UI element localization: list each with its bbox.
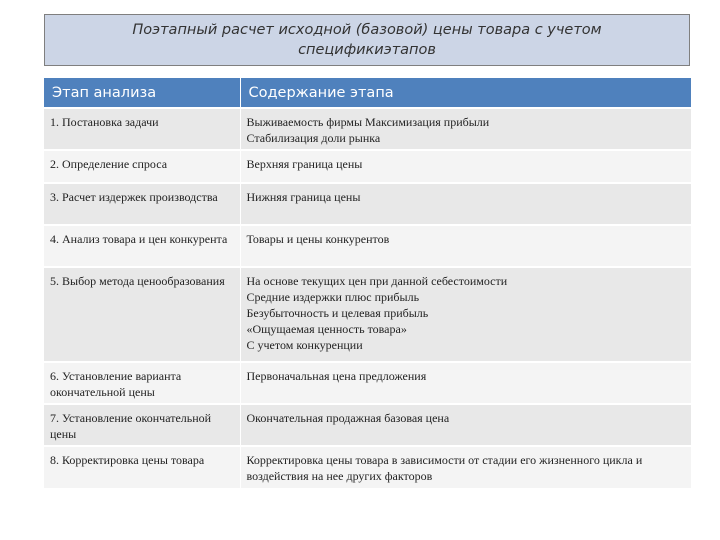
stage-cell: 6. Установление варианта окончательной цены	[44, 362, 240, 404]
content-cell	[240, 267, 691, 362]
content-line: На основе текущих цен при данной себестоимости	[246, 274, 508, 288]
content-line: Товары и цены конкурентов	[246, 232, 390, 246]
stage-cell: 1. Постановка задачи	[44, 108, 240, 150]
content-cell	[240, 150, 691, 183]
stage-cell: 8. Корректировка цены товара	[44, 446, 240, 488]
content-line: Стабилизация доли рынка	[246, 131, 381, 145]
content-line: Первоначальная цена предложения	[246, 369, 427, 383]
content-cell	[240, 108, 691, 150]
table-row	[44, 362, 691, 404]
content-cell	[240, 404, 691, 446]
stage-cell: 7. Установление окончательной цены	[44, 404, 240, 446]
stage-cell: 5. Выбор метода ценообразования	[44, 267, 240, 362]
table-row	[44, 404, 691, 446]
table-row	[44, 267, 691, 362]
content-cell	[240, 362, 691, 404]
content-line: Корректировка цены товара в зависимости от стадии его жизненного цикла и воздействия на нее других факторов	[246, 453, 646, 483]
table-row	[44, 446, 691, 488]
stage-cell: 2. Определение спроса	[44, 150, 240, 183]
stage-cell: 4. Анализ товара и цен конкурента	[44, 225, 240, 267]
content-cell	[240, 446, 691, 488]
content-line: Окончательная продажная базовая цена	[246, 411, 450, 425]
table-row	[44, 150, 691, 183]
content-cell	[240, 225, 691, 267]
content-cell	[240, 183, 691, 225]
stage-cell: 3. Расчет издержек производства	[44, 183, 240, 225]
content-line: Выживаемость фирмы Максимизация прибыли	[246, 115, 490, 129]
content-line: Нижняя граница цены	[246, 190, 361, 204]
content-line: Безубыточность и целевая прибыль	[246, 306, 429, 320]
table-header-row	[44, 78, 691, 108]
table-body	[44, 108, 691, 488]
header-content: Содержание этапа	[240, 78, 691, 108]
content-line: Верхняя граница цены	[246, 157, 363, 171]
slide-title: Поэтапный расчет исходной (базовой) цены товара с учетом спецификиэтапов	[132, 22, 602, 58]
title-box	[44, 14, 690, 66]
table-row	[44, 183, 691, 225]
content-line: Средние издержки плюс прибыль	[246, 290, 420, 304]
content-line: «Ощущаемая ценность товара»	[246, 322, 407, 336]
header-stage: Этап анализа	[44, 78, 240, 108]
stages-table	[44, 78, 691, 488]
content-line: С учетом конкуренции	[246, 338, 363, 352]
table-row	[44, 225, 691, 267]
table-row	[44, 108, 691, 150]
